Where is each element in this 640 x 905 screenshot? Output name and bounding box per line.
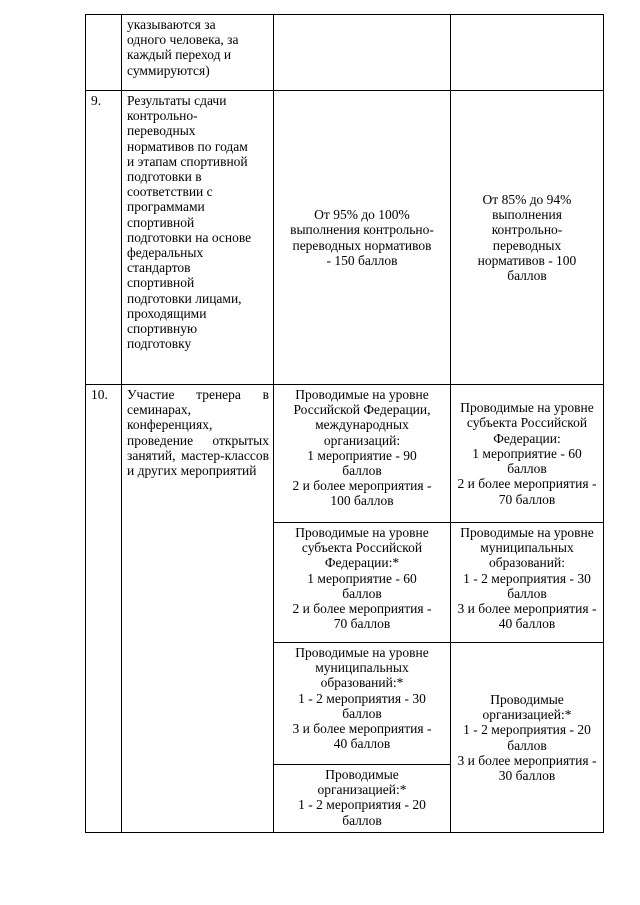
table-row: [86, 385, 604, 523]
score-cell: От 95% до 100% выполнения контрольно- переводных нормативов - 150 баллов: [274, 91, 451, 385]
criterion-cell: [122, 385, 274, 833]
row-number: 10.: [86, 385, 122, 833]
score-cell: Проводимые организацией:* 1 - 2 мероприятия - 20 баллов 3 и более мероприятия - 30 баллов: [451, 643, 604, 833]
score-cell: Проводимые на уровне Российской Федерации, международных организаций: 1 мероприятие - 90 баллов 2 и более мероприятия - 100 баллов: [274, 385, 451, 523]
score-cell: Проводимые на уровне субъекта Российской Федерации: 1 мероприятие - 60 баллов 2 и более мероприятия - 70 баллов: [451, 385, 604, 523]
criterion-cell: Результаты сдачи контрольно- переводных нормативов по годам и этапам спортивной подготовки в соответствии с программами спортивной подготовки на основе федеральных стандартов спортивной подготовки лицами, проходящими спортивную подготовку: [122, 91, 274, 385]
row-number: 9.: [86, 91, 122, 385]
score-cell: От 85% до 94% выполнения контрольно- переводных нормативов - 100 баллов: [451, 91, 604, 385]
score-cell: [274, 15, 451, 91]
criteria-table: [85, 14, 604, 833]
score-cell: Проводимые на уровне субъекта Российской Федерации:* 1 мероприятие - 60 баллов 2 и более мероприятия - 70 баллов: [274, 523, 451, 643]
score-cell: Проводимые на уровне муниципальных образований: 1 - 2 мероприятия - 30 баллов 3 и более мероприятия - 40 баллов: [451, 523, 604, 643]
score-cell: Проводимые организацией:* 1 - 2 мероприятия - 20 баллов: [274, 765, 451, 833]
table-row: [86, 15, 604, 91]
table-row: [86, 91, 604, 385]
criterion-cell: указываются за одного человека, за каждый переход и суммируются): [122, 15, 274, 91]
score-cell: [451, 15, 604, 91]
row-number: [86, 15, 122, 91]
score-cell: Проводимые на уровне муниципальных образований:* 1 - 2 мероприятия - 30 баллов 3 и более мероприятия - 40 баллов: [274, 643, 451, 765]
criterion-text: Участие тренера в семинарах, конференциях, проведение открытых занятий, мастер-классов и других мероприятий: [127, 387, 269, 479]
